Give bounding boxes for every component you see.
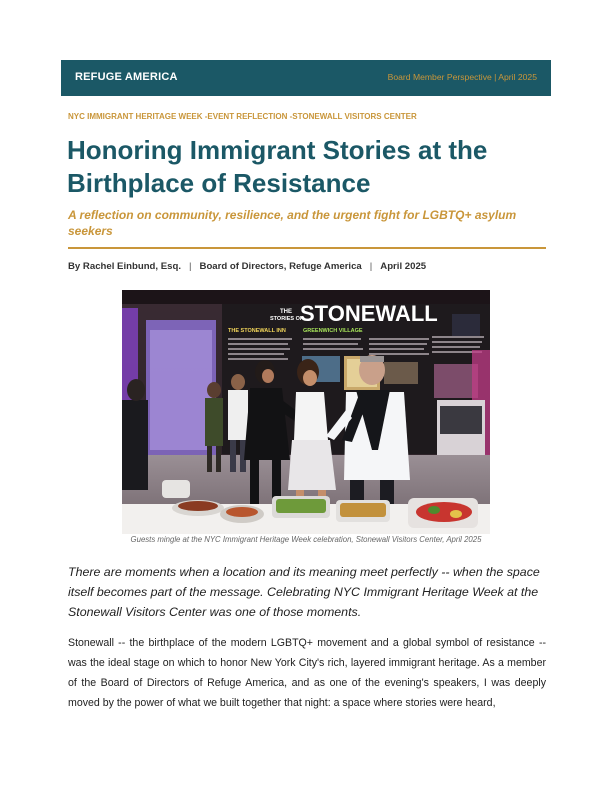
- sign-prefix-line2: STORIES OF: [270, 316, 304, 322]
- sign-stonewall: STONEWALL: [300, 301, 438, 326]
- event-photo: [122, 290, 490, 534]
- sign-prefix-line1: THE: [280, 309, 292, 315]
- lead-paragraph: There are moments when a location and its meaning meet perfectly -- when the space itself becomes part of the message. Celebrating NYC Immigrant Heritage Week at the Stonewall Visitors Center was one of those moments.: [68, 565, 540, 619]
- article-title: Honoring Immigrant Stories at the Birthplace of Resistance: [67, 135, 488, 198]
- header-meta: Board Member Perspective | April 2025: [387, 72, 537, 82]
- byline-separator: |: [369, 261, 373, 272]
- divider-rule: [68, 247, 546, 249]
- sign-greenwich-village: GREENWICH VILLAGE: [303, 328, 363, 334]
- sign-stonewall-inn: THE STONEWALL INN: [228, 328, 286, 334]
- byline-separator: |: [189, 261, 192, 272]
- photo-caption: Guests mingle at the NYC Immigrant Heritage Week celebration, Stonewall Visitors Center, April 2025: [130, 535, 482, 544]
- byline-author: By Rachel Einbund, Esq.: [68, 261, 182, 272]
- header-bar: [61, 60, 551, 96]
- byline: [68, 261, 426, 272]
- body-paragraph: Stonewall -- the birthplace of the modern LGBTQ+ movement and a global symbol of resistance -- was the ideal stage on which to honor New York City's rich, layered immigrant heritage. As a member of the Board of Directors of Refuge America, and as one of the evening's speakers, I was deeply moved by the power of what we built together that night: a space where stories were heard,: [68, 637, 546, 709]
- byline-date: April 2025: [380, 261, 427, 272]
- brand-name: REFUGE AMERICA: [75, 71, 178, 83]
- article-subtitle: A reflection on community, resilience, and the urgent fight for LGBTQ+ asylum seekers: [68, 208, 517, 238]
- article-kicker: NYC IMMIGRANT HERITAGE WEEK -EVENT REFLECTION -STONEWALL VISITORS CENTER: [68, 112, 417, 121]
- byline-role: Board of Directors, Refuge America: [199, 261, 362, 272]
- event-photo-illustration: [122, 290, 490, 534]
